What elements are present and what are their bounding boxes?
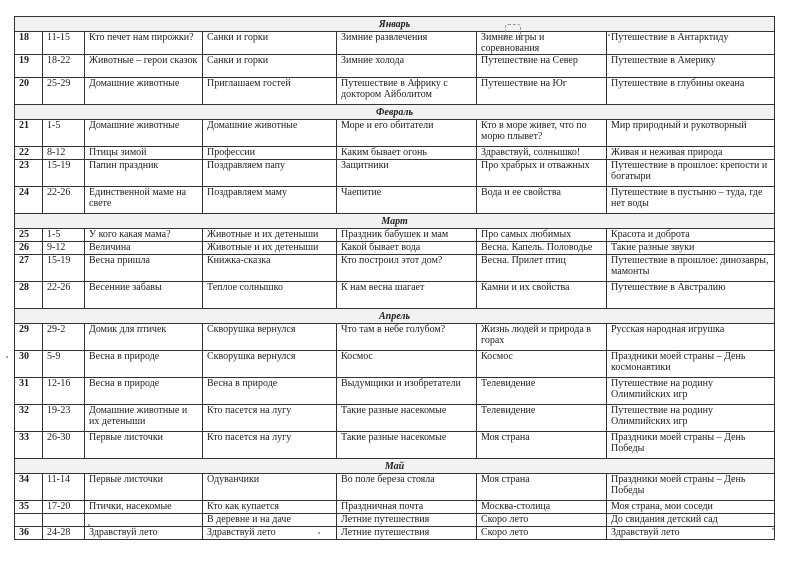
table-row bbox=[15, 160, 775, 187]
week-number-cell: 34 bbox=[15, 474, 43, 501]
dates-cell: 22-26 bbox=[43, 282, 85, 309]
topic-4-cell: Про самых любимых bbox=[477, 229, 607, 242]
dates-cell: 1-5 bbox=[43, 229, 85, 242]
table-row bbox=[15, 255, 775, 282]
topic-5-cell: Путешествие в Америку bbox=[607, 55, 775, 78]
topic-5-cell: Здравствуй лето bbox=[607, 527, 775, 540]
topic-4-cell: Космос bbox=[477, 351, 607, 378]
topic-5-cell: Путешествие в прошлое: динозавры, мамонты bbox=[607, 255, 775, 282]
table-row bbox=[15, 55, 775, 78]
week-number-cell: 25 bbox=[15, 229, 43, 242]
topic-4-cell: Телевидение bbox=[477, 378, 607, 405]
topic-1-cell: У кого какая мама? bbox=[85, 229, 203, 242]
topic-2-cell: Санки и горки bbox=[203, 32, 337, 55]
table-row bbox=[15, 501, 775, 514]
week-number-cell: 20 bbox=[15, 78, 43, 105]
topic-3-cell: Во поле береза стояла bbox=[337, 474, 477, 501]
dates-cell: 18-22 bbox=[43, 55, 85, 78]
dates-cell: 1-5 bbox=[43, 120, 85, 147]
topic-5-cell: Праздники моей страны – День космонавтики bbox=[607, 351, 775, 378]
topic-2-cell: Приглашаем гостей bbox=[203, 78, 337, 105]
topic-3-cell: Море и его обитатели bbox=[337, 120, 477, 147]
topic-2-cell: Кто пасется на лугу bbox=[203, 432, 337, 459]
table-row bbox=[15, 432, 775, 459]
table-row bbox=[15, 32, 775, 55]
month-header-row bbox=[15, 309, 775, 324]
table-row bbox=[15, 378, 775, 405]
week-number-cell: 35 bbox=[15, 501, 43, 514]
topic-5-cell: Такие разные звуки bbox=[607, 242, 775, 255]
table-row bbox=[15, 474, 775, 501]
topic-1-cell: Папин праздник bbox=[85, 160, 203, 187]
week-number-cell: 29 bbox=[15, 324, 43, 351]
topic-1-cell: Первые листочки bbox=[85, 432, 203, 459]
topic-4-cell: Весна. Прилет птиц bbox=[477, 255, 607, 282]
dates-cell: 12-16 bbox=[43, 378, 85, 405]
week-number-cell: 32 bbox=[15, 405, 43, 432]
topic-5-cell: Моя страна, мои соседи bbox=[607, 501, 775, 514]
topic-5-cell: Праздники моей страны – День Победы bbox=[607, 474, 775, 501]
topic-1-cell: Домашние животные bbox=[85, 78, 203, 105]
week-number-cell: 36 bbox=[15, 527, 43, 540]
table-row bbox=[15, 187, 775, 214]
month-title: Март bbox=[15, 214, 775, 229]
dates-cell: 15-19 bbox=[43, 255, 85, 282]
topic-4-cell: Путешествие на Юг bbox=[477, 78, 607, 105]
topic-4-cell: Вода и ее свойства bbox=[477, 187, 607, 214]
topic-1-cell bbox=[85, 514, 203, 527]
topic-2-cell: Животные и их детеныши bbox=[203, 229, 337, 242]
topic-3-cell: К нам весна шагает bbox=[337, 282, 477, 309]
scan-speck bbox=[772, 528, 774, 530]
week-number-cell: 30 bbox=[15, 351, 43, 378]
topic-5-cell: Путешествие на родину Олимпийских игр bbox=[607, 378, 775, 405]
month-title: Май bbox=[15, 459, 775, 474]
topic-1-cell: Кто печет нам пирожки? bbox=[85, 32, 203, 55]
topic-3-cell: Выдумщики и изобретатели bbox=[337, 378, 477, 405]
topic-2-cell: Санки и горки bbox=[203, 55, 337, 78]
topic-4-cell: Кто в море живет, что по морю плывет? bbox=[477, 120, 607, 147]
topic-1-cell: Птички, насекомые bbox=[85, 501, 203, 514]
month-header-row bbox=[15, 214, 775, 229]
topic-3-cell: Праздничная почта bbox=[337, 501, 477, 514]
topic-1-cell: Первые листочки bbox=[85, 474, 203, 501]
topic-3-cell: Защитники bbox=[337, 160, 477, 187]
topic-5-cell: Путешествие в пустыню – туда, где нет воды bbox=[607, 187, 775, 214]
thematic-plan-table bbox=[14, 16, 775, 540]
dates-cell: 24-28 bbox=[43, 527, 85, 540]
dates-cell: 17-20 bbox=[43, 501, 85, 514]
topic-2-cell: Книжка-сказка bbox=[203, 255, 337, 282]
table-row bbox=[15, 78, 775, 105]
topic-4-cell: Здравствуй, солнышко! bbox=[477, 147, 607, 160]
week-number-cell: 21 bbox=[15, 120, 43, 147]
topic-4-cell: Скоро лето bbox=[477, 527, 607, 540]
dates-cell: 19-23 bbox=[43, 405, 85, 432]
topic-1-cell: Весна в природе bbox=[85, 351, 203, 378]
dates-cell: 5-9 bbox=[43, 351, 85, 378]
week-number-cell: 31 bbox=[15, 378, 43, 405]
topic-2-cell: Поздравляем маму bbox=[203, 187, 337, 214]
week-number-cell: 18 bbox=[15, 32, 43, 55]
table-row bbox=[15, 242, 775, 255]
dates-cell: 26-30 bbox=[43, 432, 85, 459]
topic-4-cell: Моя страна bbox=[477, 432, 607, 459]
topic-1-cell: Весенние забавы bbox=[85, 282, 203, 309]
topic-4-cell: Камни и их свойства bbox=[477, 282, 607, 309]
month-header-row bbox=[15, 459, 775, 474]
topic-3-cell: Что там в небе голубом? bbox=[337, 324, 477, 351]
topic-4-cell: Жизнь людей и природа в горах bbox=[477, 324, 607, 351]
topic-5-cell: Мир природный и рукотворный bbox=[607, 120, 775, 147]
topic-4-cell: Про храбрых и отважных bbox=[477, 160, 607, 187]
topic-3-cell: Летние путешествия bbox=[337, 527, 477, 540]
dates-cell: 25-29 bbox=[43, 78, 85, 105]
topic-2-cell: Весна в природе bbox=[203, 378, 337, 405]
topic-1-cell: Весна в природе bbox=[85, 378, 203, 405]
topic-4-cell: Скоро лето bbox=[477, 514, 607, 527]
topic-1-cell: Домашние животные bbox=[85, 120, 203, 147]
topic-5-cell: Путешествие на родину Олимпийских игр bbox=[607, 405, 775, 432]
topic-3-cell: Какой бывает вода bbox=[337, 242, 477, 255]
table-row bbox=[15, 324, 775, 351]
topic-4-cell: Весна. Капель. Половодье bbox=[477, 242, 607, 255]
topic-4-cell: Зимние игры и соревнования bbox=[477, 32, 607, 55]
dates-cell: 9-12 bbox=[43, 242, 85, 255]
month-title: Январь bbox=[15, 17, 775, 32]
week-number-cell: 33 bbox=[15, 432, 43, 459]
topic-3-cell: Зимние развлечения bbox=[337, 32, 477, 55]
topic-3-cell: Путешествие в Африку с доктором Айболитом bbox=[337, 78, 477, 105]
scan-mark bbox=[505, 24, 521, 40]
topic-5-cell: Праздники моей страны – День Победы bbox=[607, 432, 775, 459]
topic-1-cell: Птицы зимой bbox=[85, 147, 203, 160]
week-number-cell: 28 bbox=[15, 282, 43, 309]
topic-2-cell: Поздравляем папу bbox=[203, 160, 337, 187]
topic-5-cell: Живая и неживая природа bbox=[607, 147, 775, 160]
plan-document bbox=[14, 16, 774, 540]
topic-5-cell: Путешествие в прошлое: крепости и богатыри bbox=[607, 160, 775, 187]
month-title: Февраль bbox=[15, 105, 775, 120]
table-row bbox=[15, 282, 775, 309]
topic-2-cell: Скворушка вернулся bbox=[203, 351, 337, 378]
month-header-row bbox=[15, 105, 775, 120]
topic-2-cell: Кто как купается bbox=[203, 501, 337, 514]
dates-cell: 15-19 bbox=[43, 160, 85, 187]
topic-2-cell: Теплое солнышко bbox=[203, 282, 337, 309]
topic-2-cell: Кто пасется на лугу bbox=[203, 405, 337, 432]
topic-1-cell: Животные – герои сказок bbox=[85, 55, 203, 78]
topic-3-cell: Чаепитие bbox=[337, 187, 477, 214]
month-title: Апрель bbox=[15, 309, 775, 324]
week-number-cell bbox=[15, 514, 43, 527]
topic-3-cell: Летние путешествия bbox=[337, 514, 477, 527]
topic-3-cell: Праздник бабушек и мам bbox=[337, 229, 477, 242]
topic-4-cell: Телевидение bbox=[477, 405, 607, 432]
week-number-cell: 22 bbox=[15, 147, 43, 160]
table-row bbox=[15, 147, 775, 160]
topic-2-cell: Профессии bbox=[203, 147, 337, 160]
topic-3-cell: Космос bbox=[337, 351, 477, 378]
dates-cell: 29-2 bbox=[43, 324, 85, 351]
topic-1-cell: Домашние животные и их детеныши bbox=[85, 405, 203, 432]
table-row bbox=[15, 405, 775, 432]
week-number-cell: 26 bbox=[15, 242, 43, 255]
topic-2-cell: Скворушка вернулся bbox=[203, 324, 337, 351]
table-row bbox=[15, 527, 775, 540]
table-row bbox=[15, 120, 775, 147]
topic-2-cell: Животные и их детеныши bbox=[203, 242, 337, 255]
topic-3-cell: Кто построил этот дом? bbox=[337, 255, 477, 282]
topic-5-cell: Путешествие в глубины океана bbox=[607, 78, 775, 105]
scan-speck bbox=[88, 524, 90, 526]
topic-1-cell: Домик для птичек bbox=[85, 324, 203, 351]
topic-1-cell: Величина bbox=[85, 242, 203, 255]
week-number-cell: 24 bbox=[15, 187, 43, 214]
topic-5-cell: Путешествие в Антарктиду bbox=[607, 32, 775, 55]
table-row bbox=[15, 514, 775, 527]
topic-1-cell: Здравствуй лето bbox=[85, 527, 203, 540]
topic-2-cell: Домашние животные bbox=[203, 120, 337, 147]
topic-5-cell: До свидания детский сад bbox=[607, 514, 775, 527]
topic-5-cell: Красота и доброта bbox=[607, 229, 775, 242]
dates-cell: 11-14 bbox=[43, 474, 85, 501]
scan-speck bbox=[6, 356, 8, 358]
topic-4-cell: Москва-столица bbox=[477, 501, 607, 514]
table-row bbox=[15, 351, 775, 378]
topic-2-cell: Здравствуй лето bbox=[203, 527, 337, 540]
topic-1-cell: Единственной маме на свете bbox=[85, 187, 203, 214]
dates-cell: 8-12 bbox=[43, 147, 85, 160]
dates-cell: 11-15 bbox=[43, 32, 85, 55]
dates-cell bbox=[43, 514, 85, 527]
topic-1-cell: Весна пришла bbox=[85, 255, 203, 282]
month-header-row bbox=[15, 17, 775, 32]
week-number-cell: 23 bbox=[15, 160, 43, 187]
dates-cell: 22-26 bbox=[43, 187, 85, 214]
table-row bbox=[15, 229, 775, 242]
week-number-cell: 19 bbox=[15, 55, 43, 78]
scan-speck bbox=[608, 34, 610, 36]
topic-5-cell: Русская народная игрушка bbox=[607, 324, 775, 351]
topic-3-cell: Такие разные насекомые bbox=[337, 405, 477, 432]
scan-speck bbox=[318, 532, 320, 534]
topic-3-cell: Зимние холода bbox=[337, 55, 477, 78]
topic-2-cell: В деревне и на даче bbox=[203, 514, 337, 527]
topic-3-cell: Каким бывает огонь bbox=[337, 147, 477, 160]
week-number-cell: 27 bbox=[15, 255, 43, 282]
topic-5-cell: Путешествие в Австралию bbox=[607, 282, 775, 309]
topic-4-cell: Путешествие на Север bbox=[477, 55, 607, 78]
topic-2-cell: Одуванчики bbox=[203, 474, 337, 501]
topic-4-cell: Моя страна bbox=[477, 474, 607, 501]
topic-3-cell: Такие разные насекомые bbox=[337, 432, 477, 459]
